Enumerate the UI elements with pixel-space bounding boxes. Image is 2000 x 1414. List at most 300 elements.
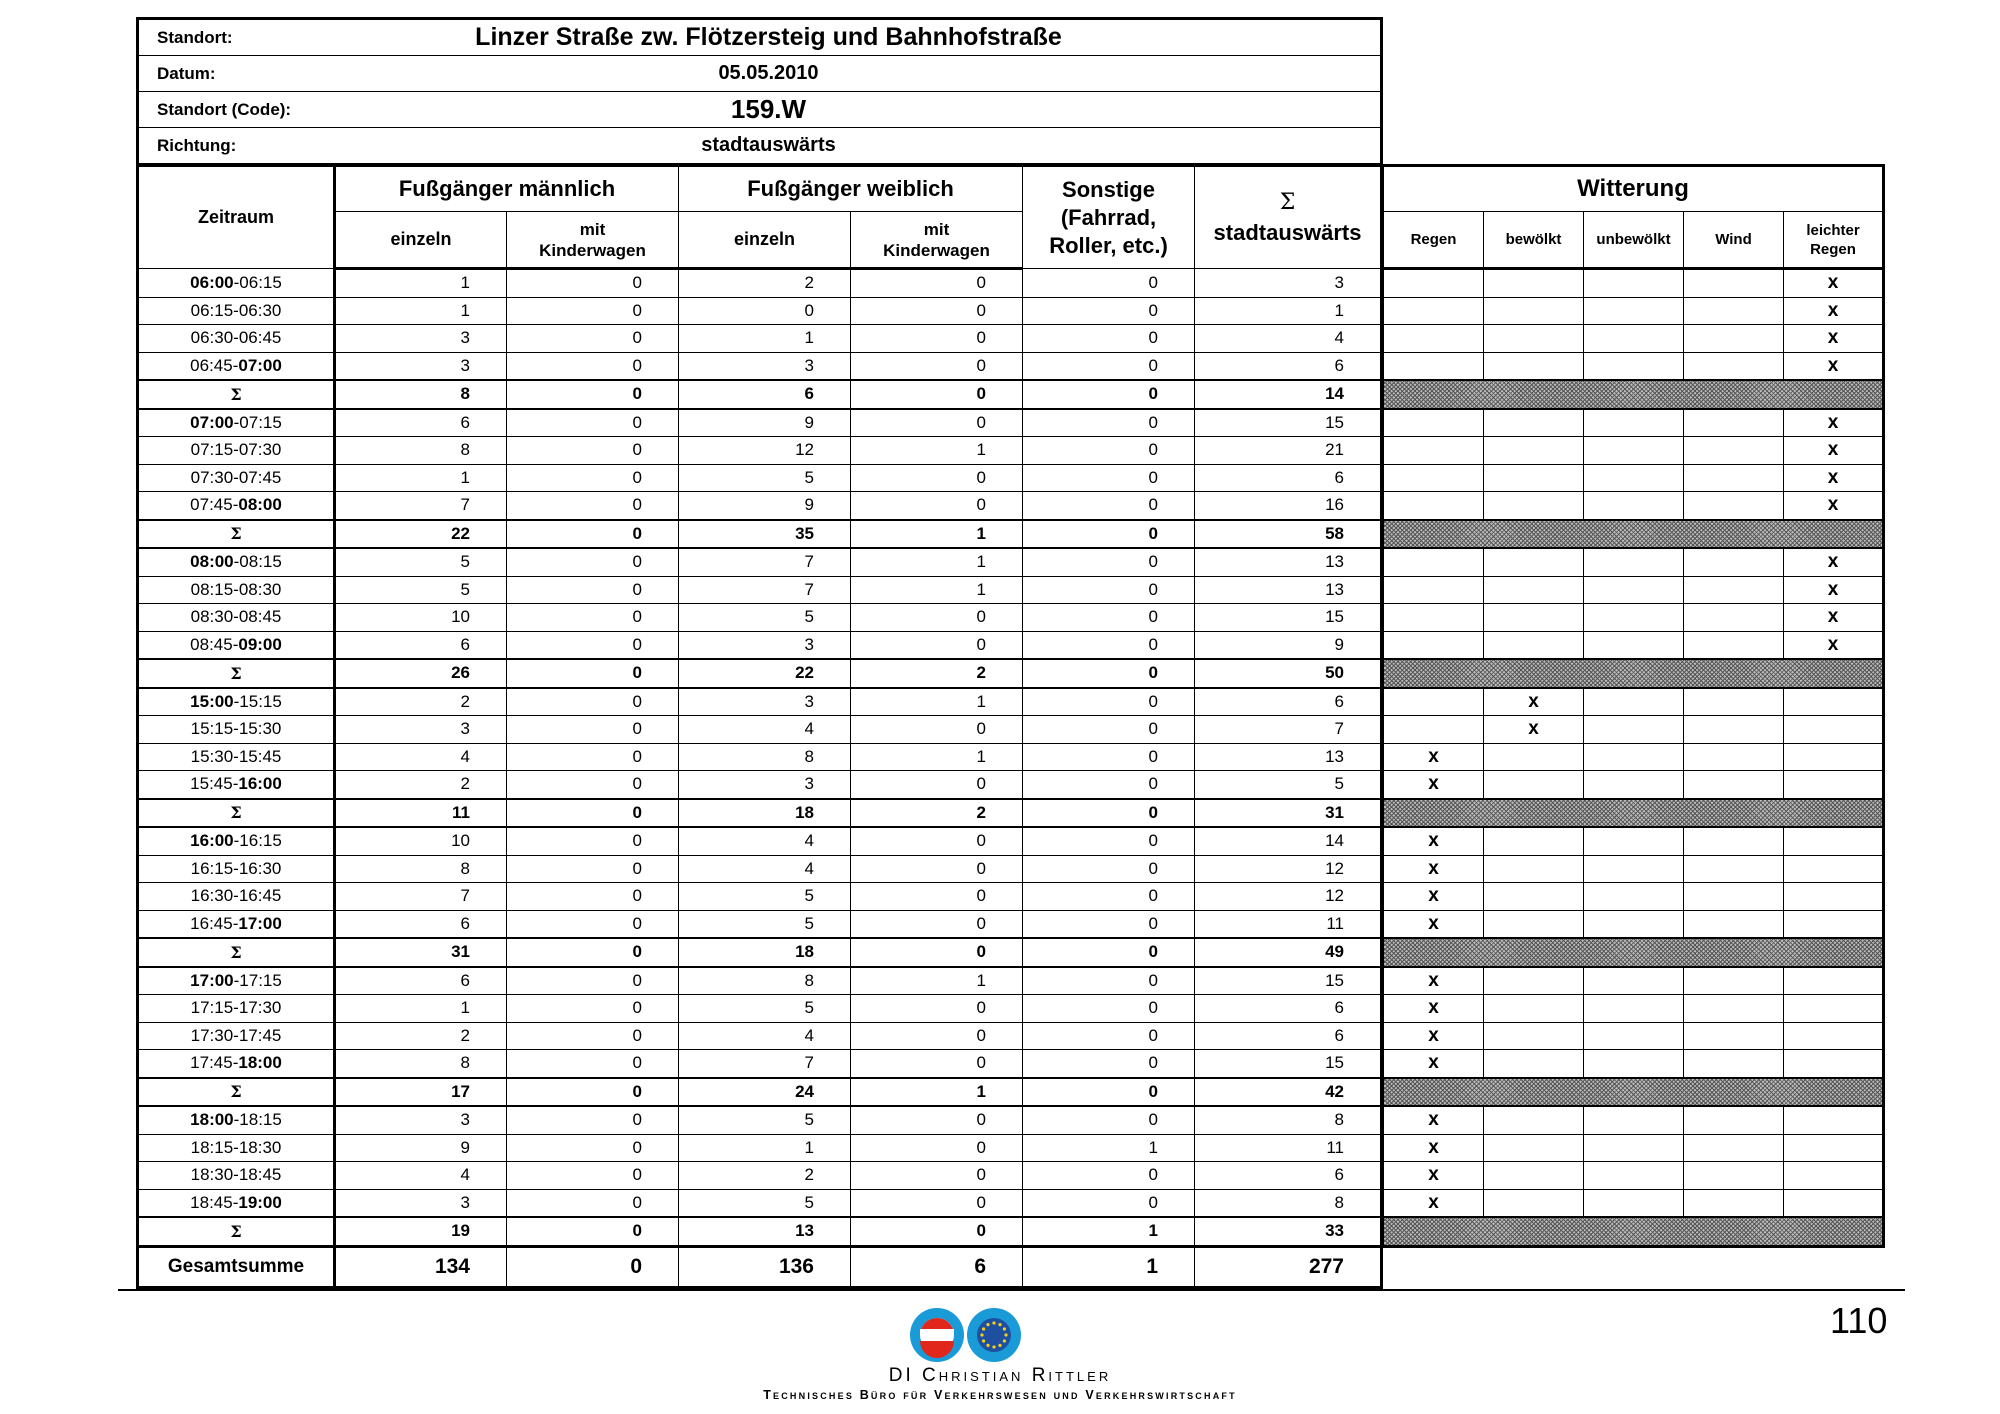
kinderwagen-w-cell: 0 xyxy=(851,464,1023,492)
kinderwagen-m-cell: 0 xyxy=(507,1106,679,1134)
summe-cell: 31 xyxy=(1195,799,1382,828)
weather-row xyxy=(1384,1022,1884,1050)
table-row xyxy=(138,548,1382,576)
summe-cell: 15 xyxy=(1195,409,1382,437)
kinderwagen-w-cell: 0 xyxy=(851,1106,1023,1134)
regen-cell xyxy=(1384,437,1484,465)
sonstige-cell: 0 xyxy=(1023,995,1195,1023)
weather-row xyxy=(1384,1162,1884,1190)
table-row xyxy=(138,771,1382,799)
leichter-regen-cell xyxy=(1784,827,1884,855)
zeit-start-bold: 17:00 xyxy=(190,970,234,990)
bewoelkt-cell xyxy=(1484,604,1584,632)
summe-cell: 21 xyxy=(1195,437,1382,465)
einzeln-w-cell: 4 xyxy=(679,827,851,855)
zeitraum-cell xyxy=(138,1022,335,1050)
table-row xyxy=(138,743,1382,771)
summe-cell: 1 xyxy=(1195,297,1382,325)
table-row xyxy=(138,910,1382,938)
total-cell: 277 xyxy=(1195,1246,1382,1287)
summe-cell: 9 xyxy=(1195,631,1382,659)
bewoelkt-cell xyxy=(1484,1189,1584,1217)
weather-shaded-cell xyxy=(1384,799,1884,828)
regen-cell xyxy=(1384,409,1484,437)
weather-row xyxy=(1384,409,1884,437)
weather-shaded-cell xyxy=(1384,938,1884,967)
unbewoelkt-cell xyxy=(1584,1134,1684,1162)
zeit-rest: 18:15-18:30 xyxy=(190,1137,282,1157)
kinderwagen-m-cell: 0 xyxy=(507,1189,679,1217)
zeit-start-bold: 15:00 xyxy=(190,691,234,711)
bewoelkt-cell xyxy=(1484,325,1584,353)
zeitraum-cell xyxy=(138,548,335,576)
wind-cell xyxy=(1684,548,1784,576)
wind-cell xyxy=(1684,604,1784,632)
wind-cell xyxy=(1684,325,1784,353)
table-row xyxy=(138,688,1382,716)
weather-row xyxy=(1384,771,1884,799)
kinderwagen-w-cell: 0 xyxy=(851,352,1023,380)
weather-row xyxy=(1384,1189,1884,1217)
zeit-rest: 08:45- xyxy=(190,634,239,654)
table-row xyxy=(138,855,1382,883)
kinderwagen-m-cell: 0 xyxy=(507,1022,679,1050)
weather-row xyxy=(1384,1050,1884,1078)
zeit-rest: 06:45- xyxy=(190,355,239,375)
weather-row xyxy=(1384,604,1884,632)
einzeln-m-cell: 5 xyxy=(335,548,507,576)
pedestrian-count-table xyxy=(136,164,1383,1289)
sonstige-cell: 0 xyxy=(1023,1189,1195,1217)
unbewoelkt-cell xyxy=(1584,827,1684,855)
einzeln-m-cell: 7 xyxy=(335,492,507,520)
bewoelkt-cell xyxy=(1484,910,1584,938)
weather-row xyxy=(1384,492,1884,520)
weather-row xyxy=(1384,548,1884,576)
table-row xyxy=(138,1134,1382,1162)
weather-row xyxy=(1384,352,1884,380)
regen-cell xyxy=(1384,325,1484,353)
wind-cell xyxy=(1684,1106,1784,1134)
sonstige-cell: 0 xyxy=(1023,437,1195,465)
subtotal-row xyxy=(138,799,1382,828)
einzeln-w-cell: 4 xyxy=(679,716,851,744)
einzeln-w-cell: 2 xyxy=(679,1162,851,1190)
weather-row xyxy=(1384,576,1884,604)
regen-cell xyxy=(1384,464,1484,492)
regen-header: Regen xyxy=(1384,212,1484,269)
leichter-regen-cell: x xyxy=(1784,492,1884,520)
leichter-regen-cell xyxy=(1784,743,1884,771)
leichter-regen-cell xyxy=(1784,1022,1884,1050)
leichter-regen-cell xyxy=(1784,883,1884,911)
kinderwagen-m-cell: 0 xyxy=(507,576,679,604)
bewoelkt-cell xyxy=(1484,576,1584,604)
zeitraum-cell xyxy=(138,576,335,604)
regen-cell xyxy=(1384,604,1484,632)
zeit-start-bold: 16:00 xyxy=(190,831,234,851)
bewoelkt-cell xyxy=(1484,967,1584,995)
zeit-rest: 15:45- xyxy=(190,774,239,794)
summe-cell: 14 xyxy=(1195,827,1382,855)
kinderwagen-w-cell: 0 xyxy=(851,631,1023,659)
sonstige-cell: 0 xyxy=(1023,325,1195,353)
footer-rule xyxy=(118,1289,1905,1291)
einzeln-m-cell: 1 xyxy=(335,995,507,1023)
firm-name: DI Christian Rittler xyxy=(888,1365,1112,1386)
summe-cell: 4 xyxy=(1195,325,1382,353)
summe-cell: 12 xyxy=(1195,855,1382,883)
subtotal-label: Σ xyxy=(138,799,335,828)
zeit-rest: 17:30-17:45 xyxy=(190,1025,282,1045)
weather-row xyxy=(1384,883,1884,911)
einzeln-m-cell: 7 xyxy=(335,883,507,911)
zeit-end-bold: 09:00 xyxy=(238,634,282,654)
wind-cell xyxy=(1684,492,1784,520)
zeitraum-cell xyxy=(138,855,335,883)
sonstige-cell: 0 xyxy=(1023,883,1195,911)
regen-cell xyxy=(1384,631,1484,659)
table-row xyxy=(138,297,1382,325)
summe-cell: 14 xyxy=(1195,380,1382,409)
unbewoelkt-cell xyxy=(1584,716,1684,744)
unbewoelkt-cell xyxy=(1584,883,1684,911)
einzeln-w-cell: 1 xyxy=(679,1134,851,1162)
einzeln-w-cell: 7 xyxy=(679,576,851,604)
einzeln-w-cell: 4 xyxy=(679,855,851,883)
leichter-regen-cell: x xyxy=(1784,269,1884,298)
regen-cell: x xyxy=(1384,855,1484,883)
weather-row xyxy=(1384,910,1884,938)
unbewoelkt-cell xyxy=(1584,631,1684,659)
einzeln-m-cell: 2 xyxy=(335,1022,507,1050)
table-row xyxy=(138,437,1382,465)
zeit-rest: 07:30-07:45 xyxy=(190,467,282,487)
kinderwagen-w-cell: 0 xyxy=(851,827,1023,855)
regen-cell: x xyxy=(1384,743,1484,771)
richtung-value: stadtauswärts xyxy=(417,128,1120,165)
kinderwagen-w-cell: 2 xyxy=(851,799,1023,828)
regen-cell: x xyxy=(1384,995,1484,1023)
einzeln-m-cell: 4 xyxy=(335,1162,507,1190)
einzeln-m-cell: 26 xyxy=(335,659,507,688)
leichter-regen-cell xyxy=(1784,1189,1884,1217)
zeit-rest: 18:45- xyxy=(190,1192,239,1212)
summe-cell: 15 xyxy=(1195,1050,1382,1078)
kinderwagen-m-cell: 0 xyxy=(507,1078,679,1107)
sonstige-cell: 0 xyxy=(1023,380,1195,409)
sonstige-cell: 0 xyxy=(1023,352,1195,380)
total-cell: 0 xyxy=(507,1246,679,1287)
summe-cell: 13 xyxy=(1195,576,1382,604)
kinderwagen-m-cell: 0 xyxy=(507,325,679,353)
zeit-rest: 07:45- xyxy=(190,495,239,515)
regen-cell: x xyxy=(1384,883,1484,911)
regen-cell: x xyxy=(1384,910,1484,938)
sonstige-cell: 0 xyxy=(1023,938,1195,967)
zeitraum-cell xyxy=(138,827,335,855)
wind-cell xyxy=(1684,1189,1784,1217)
kinderwagen-m-cell: 0 xyxy=(507,631,679,659)
sonstige-cell: 0 xyxy=(1023,855,1195,883)
table-row xyxy=(138,492,1382,520)
table-row xyxy=(138,464,1382,492)
sonstige-cell: 0 xyxy=(1023,799,1195,828)
zeitraum-cell xyxy=(138,688,335,716)
unbewoelkt-cell xyxy=(1584,1022,1684,1050)
wind-cell xyxy=(1684,995,1784,1023)
subtotal-label: Σ xyxy=(138,1217,335,1246)
einzeln-m-cell: 17 xyxy=(335,1078,507,1107)
weather-shaded-cell xyxy=(1384,380,1884,409)
leichter-regen-cell: x xyxy=(1784,437,1884,465)
einzeln-m-cell: 8 xyxy=(335,855,507,883)
leichter-regen-cell xyxy=(1784,910,1884,938)
einzeln-w-cell: 8 xyxy=(679,743,851,771)
table-row xyxy=(138,967,1382,995)
zeitraum-cell xyxy=(138,325,335,353)
kinderwagen-w-cell: 1 xyxy=(851,576,1023,604)
weather-row xyxy=(1384,1134,1884,1162)
sonstige-cell: 0 xyxy=(1023,688,1195,716)
regen-cell xyxy=(1384,352,1484,380)
einzeln-w-cell: 5 xyxy=(679,910,851,938)
bewoelkt-cell xyxy=(1484,1134,1584,1162)
table-row xyxy=(138,631,1382,659)
einzeln-w-cell: 3 xyxy=(679,771,851,799)
wind-cell xyxy=(1684,297,1784,325)
zeitraum-cell xyxy=(138,604,335,632)
table-row xyxy=(138,325,1382,353)
unbewoelkt-cell xyxy=(1584,269,1684,298)
weather-shaded-cell xyxy=(1384,1217,1884,1246)
weather-row xyxy=(1384,688,1884,716)
zeitraum-cell xyxy=(138,716,335,744)
kinderwagen-m-cell: 0 xyxy=(507,352,679,380)
sonstige-cell: 0 xyxy=(1023,548,1195,576)
zeit-end-bold: 18:00 xyxy=(238,1053,282,1073)
einzeln-w-cell: 5 xyxy=(679,1106,851,1134)
summe-cell: 3 xyxy=(1195,269,1382,298)
weather-row xyxy=(1384,995,1884,1023)
bewoelkt-cell xyxy=(1484,1050,1584,1078)
unbewoelkt-cell xyxy=(1584,464,1684,492)
zeit-rest: 06:30-06:45 xyxy=(190,328,282,348)
einzeln-w-cell: 22 xyxy=(679,659,851,688)
total-cell: 1 xyxy=(1023,1246,1195,1287)
einzeln-m-cell: 1 xyxy=(335,297,507,325)
zeit-end-bold: 08:00 xyxy=(238,495,282,515)
sonstige-cell: 0 xyxy=(1023,269,1195,298)
kinderwagen-m-cell: 0 xyxy=(507,409,679,437)
weather-subtotal-row xyxy=(1384,380,1884,409)
page-number: 110 xyxy=(1830,1300,1888,1341)
kinderwagen-w-cell: 1 xyxy=(851,967,1023,995)
regen-cell xyxy=(1384,297,1484,325)
wind-cell xyxy=(1684,743,1784,771)
einzeln-m-cell: 19 xyxy=(335,1217,507,1246)
einzeln-m-cell: 8 xyxy=(335,1050,507,1078)
regen-cell xyxy=(1384,548,1484,576)
table-row xyxy=(138,1022,1382,1050)
regen-cell xyxy=(1384,269,1484,298)
kinderwagen-m-cell: 0 xyxy=(507,297,679,325)
zeit-rest: 15:15-15:30 xyxy=(190,719,282,739)
subtotal-row xyxy=(138,520,1382,549)
bewoelkt-cell xyxy=(1484,1022,1584,1050)
kinderwagen-w-cell: 0 xyxy=(851,325,1023,353)
wind-cell xyxy=(1684,771,1784,799)
einzeln-m-cell: 10 xyxy=(335,604,507,632)
sonstige-cell: 0 xyxy=(1023,604,1195,632)
bewoelkt-cell xyxy=(1484,1162,1584,1190)
sonstige-cell: 0 xyxy=(1023,771,1195,799)
unbewoelkt-cell xyxy=(1584,409,1684,437)
unbewoelkt-cell xyxy=(1584,492,1684,520)
firm-logo xyxy=(904,1306,1028,1364)
kinderwagen-w-cell: 0 xyxy=(851,269,1023,298)
bewoelkt-cell xyxy=(1484,548,1584,576)
kinderwagen-w-header: mit Kinderwagen xyxy=(851,212,1023,269)
leichter-regen-cell: x xyxy=(1784,325,1884,353)
summe-cell: 13 xyxy=(1195,743,1382,771)
unbewoelkt-cell xyxy=(1584,1162,1684,1190)
unbewoelkt-cell xyxy=(1584,743,1684,771)
einzeln-w-cell: 35 xyxy=(679,520,851,549)
table-row xyxy=(138,409,1382,437)
kinderwagen-w-cell: 0 xyxy=(851,604,1023,632)
einzeln-m-cell: 3 xyxy=(335,716,507,744)
total-row xyxy=(138,1246,1382,1287)
einzeln-w-cell: 8 xyxy=(679,967,851,995)
regen-cell: x xyxy=(1384,1106,1484,1134)
einzeln-m-cell: 1 xyxy=(335,269,507,298)
zeit-rest: -15:15 xyxy=(233,691,282,711)
einzeln-w-cell: 3 xyxy=(679,631,851,659)
standort-value: Linzer Straße zw. Flötzersteig und Bahnhofstraße xyxy=(417,19,1120,56)
bewoelkt-cell xyxy=(1484,855,1584,883)
weather-row xyxy=(1384,855,1884,883)
bewoelkt-cell xyxy=(1484,771,1584,799)
table-row xyxy=(138,883,1382,911)
fg-maennlich-header: Fußgänger männlich xyxy=(335,166,679,212)
table-row xyxy=(138,352,1382,380)
table-row xyxy=(138,827,1382,855)
zeit-rest: 07:15-07:30 xyxy=(190,440,282,460)
regen-cell: x xyxy=(1384,1050,1484,1078)
wind-cell xyxy=(1684,855,1784,883)
kinderwagen-m-cell: 0 xyxy=(507,910,679,938)
bewoelkt-cell xyxy=(1484,437,1584,465)
kinderwagen-m-cell: 0 xyxy=(507,799,679,828)
kinderwagen-m-cell: 0 xyxy=(507,716,679,744)
kinderwagen-m-cell: 0 xyxy=(507,1134,679,1162)
einzeln-w-cell: 6 xyxy=(679,380,851,409)
kinderwagen-m-cell: 0 xyxy=(507,743,679,771)
kinderwagen-w-cell: 0 xyxy=(851,380,1023,409)
zeit-rest: 08:15-08:30 xyxy=(190,579,282,599)
kinderwagen-w-cell: 0 xyxy=(851,883,1023,911)
kinderwagen-w-cell: 0 xyxy=(851,1189,1023,1217)
sonstige-cell: 0 xyxy=(1023,576,1195,604)
kinderwagen-m-cell: 0 xyxy=(507,380,679,409)
einzeln-w-cell: 5 xyxy=(679,995,851,1023)
kinderwagen-m-cell: 0 xyxy=(507,1050,679,1078)
summe-cell: 13 xyxy=(1195,548,1382,576)
bewoelkt-cell xyxy=(1484,1106,1584,1134)
einzeln-w-cell: 1 xyxy=(679,325,851,353)
einzeln-w-cell: 4 xyxy=(679,1022,851,1050)
unbewoelkt-cell xyxy=(1584,967,1684,995)
summe-cell: 42 xyxy=(1195,1078,1382,1107)
zeitraum-cell xyxy=(138,967,335,995)
weather-subtotal-row xyxy=(1384,659,1884,688)
kinderwagen-w-cell: 0 xyxy=(851,995,1023,1023)
sonstige-cell: 0 xyxy=(1023,1078,1195,1107)
zeit-start-bold: 06:00 xyxy=(190,272,234,292)
summe-cell: 6 xyxy=(1195,1022,1382,1050)
weather-row xyxy=(1384,269,1884,298)
wind-cell xyxy=(1684,688,1784,716)
zeitraum-cell xyxy=(138,1050,335,1078)
regen-cell: x xyxy=(1384,771,1484,799)
einzeln-w-cell: 9 xyxy=(679,409,851,437)
kinderwagen-m-cell: 0 xyxy=(507,437,679,465)
zeit-rest: 15:30-15:45 xyxy=(190,746,282,766)
einzeln-w-cell: 18 xyxy=(679,938,851,967)
leichter-regen-cell xyxy=(1784,855,1884,883)
subtotal-label: Σ xyxy=(138,938,335,967)
sonstige-cell: 0 xyxy=(1023,1050,1195,1078)
kinderwagen-w-cell: 0 xyxy=(851,1217,1023,1246)
zeit-rest: -17:15 xyxy=(233,970,282,990)
bewoelkt-cell xyxy=(1484,827,1584,855)
kinderwagen-w-cell: 0 xyxy=(851,938,1023,967)
leichter-regen-cell xyxy=(1784,1050,1884,1078)
kinderwagen-w-cell: 1 xyxy=(851,1078,1023,1107)
leichter-regen-cell: x xyxy=(1784,409,1884,437)
standort-label: Standort: xyxy=(138,19,418,56)
subtotal-label: Σ xyxy=(138,659,335,688)
kinderwagen-m-header: mit Kinderwagen xyxy=(507,212,679,269)
kinderwagen-m-cell: 0 xyxy=(507,520,679,549)
table-row xyxy=(138,1050,1382,1078)
witterung-header: Witterung xyxy=(1384,166,1884,212)
summe-cell: 15 xyxy=(1195,967,1382,995)
wind-cell xyxy=(1684,464,1784,492)
unbewoelkt-cell xyxy=(1584,1050,1684,1078)
zeitraum-cell xyxy=(138,297,335,325)
kinderwagen-m-cell: 0 xyxy=(507,995,679,1023)
summe-cell: 8 xyxy=(1195,1189,1382,1217)
zeitraum-cell xyxy=(138,437,335,465)
weather-subtotal-row xyxy=(1384,799,1884,828)
sonstige-cell: 0 xyxy=(1023,659,1195,688)
summe-cell: 11 xyxy=(1195,1134,1382,1162)
regen-cell: x xyxy=(1384,1162,1484,1190)
zeit-rest: -18:15 xyxy=(233,1110,282,1130)
weather-subtotal-row xyxy=(1384,938,1884,967)
einzeln-m-cell: 4 xyxy=(335,743,507,771)
kinderwagen-w-cell: 0 xyxy=(851,1050,1023,1078)
einzeln-m-cell: 3 xyxy=(335,1189,507,1217)
einzeln-m-cell: 8 xyxy=(335,437,507,465)
kinderwagen-m-cell: 0 xyxy=(507,827,679,855)
summe-cell: 6 xyxy=(1195,464,1382,492)
unbewoelkt-cell xyxy=(1584,548,1684,576)
unbewoelkt-cell xyxy=(1584,1106,1684,1134)
sonstige-cell: 1 xyxy=(1023,1134,1195,1162)
